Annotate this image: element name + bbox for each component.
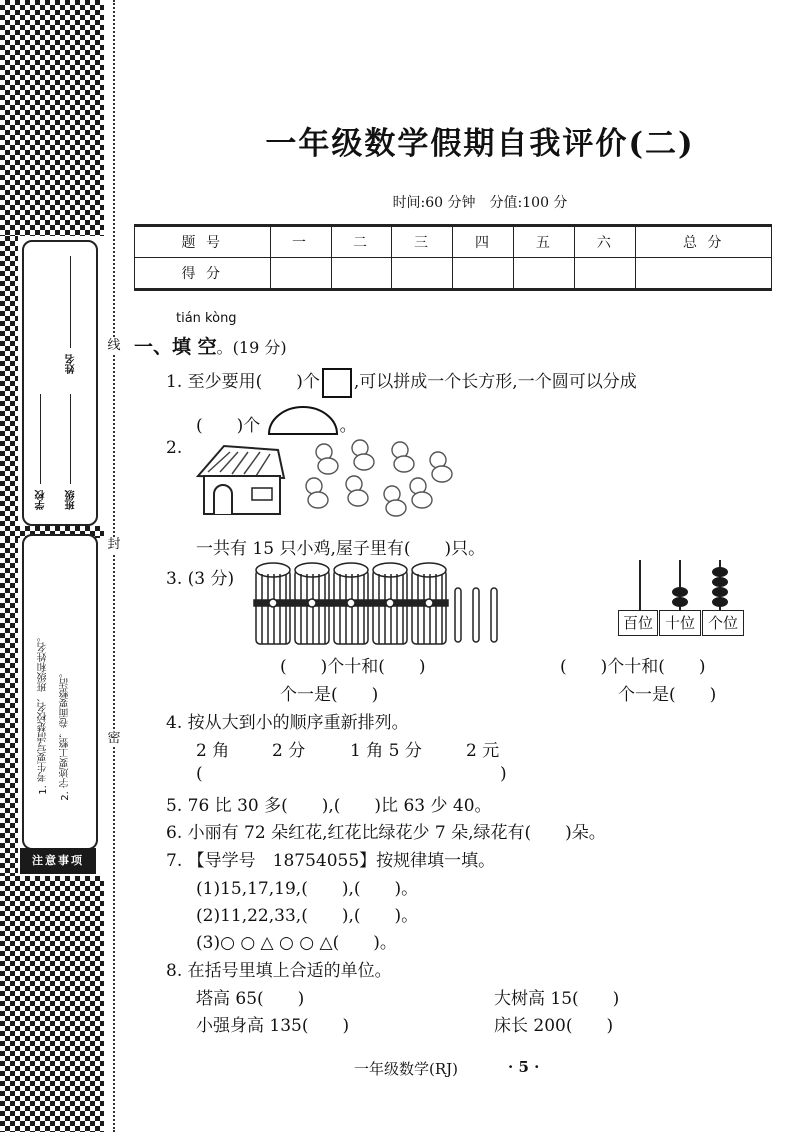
notice-item-1: 1. 考生要写清楚校名、班级和姓名。 — [38, 632, 49, 795]
q1-line-2 — [196, 404, 357, 436]
q4-item: 2 角 — [196, 741, 230, 761]
score-header-cell: 四 — [453, 226, 514, 258]
score-input-cell[interactable] — [453, 258, 514, 290]
section-heading — [134, 332, 287, 359]
q1-number: 1. — [166, 372, 183, 392]
q3-left-line-1: ( )个十和( ) — [280, 657, 426, 677]
q1-text-b: ,可以拼成一个长方形,一个圆可以分成 — [353, 372, 637, 392]
section-title: 填 空 — [172, 336, 217, 358]
q7-number: 7. — [166, 851, 183, 871]
class-line — [70, 394, 71, 484]
q8-text: 在括号里填上合适的单位。 — [187, 961, 392, 981]
binding-mark-secret: 密 — [107, 731, 121, 746]
q8-item-c: 小强身高 135( ) — [196, 1016, 350, 1036]
square-icon — [322, 368, 352, 398]
q8-line — [166, 956, 392, 981]
house-icon — [190, 442, 286, 518]
q4-line-1 — [166, 708, 409, 733]
q4-text: 按从大到小的顺序重新排列。 — [187, 713, 409, 733]
q6-text: 小丽有 72 朵红花,红花比绿花少 7 朵,绿花有( )朵。 — [187, 823, 606, 843]
q7-text: 【导学号 18754055】按规律填一填。 — [187, 851, 496, 871]
binding-mark-line: 线 — [107, 338, 121, 353]
student-info-panel — [22, 240, 98, 526]
notice-panel — [22, 534, 98, 850]
score-header-cell: 题 号 — [135, 226, 271, 258]
q2-number: 2. — [166, 438, 183, 458]
score-table-header-row — [135, 226, 772, 258]
q5-number: 5. — [166, 796, 183, 816]
q1-text-c: ( )个 — [196, 416, 261, 436]
score-header-cell: 六 — [575, 226, 636, 258]
score-header-cell: 五 — [514, 226, 575, 258]
q7-sub-3: (3)○ ○ △ ○ ○ △( )。 — [196, 933, 397, 953]
page-title: 一年级数学假期自我评价(二) — [265, 126, 695, 162]
q7-line — [166, 846, 495, 871]
class-label: 班级 — [66, 490, 77, 510]
semicircle-icon — [266, 404, 340, 436]
q4-answer-close: ) — [500, 764, 507, 784]
checker-border-gap — [0, 236, 18, 526]
footer-page-number: · 5 · — [508, 1058, 540, 1076]
q8-item-a: 塔高 65( ) — [196, 989, 305, 1009]
q3-right-line-1: ( )个十和( ) — [560, 657, 706, 677]
exam-time-score: 时间:60 分钟 分值:100 分 — [392, 195, 568, 211]
notice-item-2: 2. 字迹要工整，卷面要整洁。 — [60, 668, 71, 801]
q7-sub-2: (2)11,22,33,( ),( )。 — [196, 906, 419, 926]
q1-line-1 — [166, 367, 637, 398]
q7-sub-1: (1)15,17,19,( ),( )。 — [196, 879, 419, 899]
score-input-cell[interactable] — [392, 258, 453, 290]
score-header-cell: 总 分 — [636, 226, 772, 258]
score-input-cell[interactable] — [575, 258, 636, 290]
q3-header — [166, 564, 234, 589]
section-number: 一、 — [134, 336, 173, 358]
score-header-cell: 一 — [270, 226, 331, 258]
name-line — [70, 256, 71, 348]
score-row-label: 得 分 — [135, 258, 271, 290]
school-label: 学校 — [36, 490, 47, 510]
q3-number: 3. — [166, 569, 183, 589]
q3-left-line-2: 个一是( ) — [280, 685, 379, 705]
q6-line — [166, 818, 606, 843]
footer-subject: 一年级数学(RJ) — [354, 1060, 459, 1078]
q4-item: 1 角 5 分 — [350, 741, 422, 761]
checker-border-gap-2 — [0, 538, 18, 876]
abacus-label-tens: 十位 — [659, 610, 701, 636]
name-label: 姓名 — [66, 354, 77, 374]
abacus-label-ones: 个位 — [702, 610, 744, 636]
section-pinyin: tián kòng — [176, 311, 237, 326]
q8-item-b: 大树高 15( ) — [494, 989, 620, 1009]
q3-right-line-2: 个一是( ) — [618, 685, 717, 705]
q4-number: 4. — [166, 713, 183, 733]
score-table-score-row — [135, 258, 772, 290]
score-input-cell[interactable] — [636, 258, 772, 290]
checker-border-bottom — [0, 876, 104, 1132]
score-table — [134, 224, 772, 291]
section-points: 。(19 分) — [216, 338, 287, 357]
score-header-cell: 二 — [331, 226, 392, 258]
stick-bundles-icon — [252, 560, 502, 650]
abacus-label-hundreds: 百位 — [618, 610, 658, 636]
q4-item: 2 分 — [272, 741, 306, 761]
binding-line — [113, 0, 115, 1132]
q1-text-a: 至少要用( )个 — [187, 372, 320, 392]
school-line — [40, 394, 41, 484]
q2-text: 一共有 15 只小鸡,屋子里有( )只。 — [196, 539, 486, 559]
q4-item: 2 元 — [466, 741, 500, 761]
score-header-cell: 三 — [392, 226, 453, 258]
score-input-cell[interactable] — [270, 258, 331, 290]
q5-text: 76 比 30 多( ),( )比 63 少 40。 — [187, 796, 492, 816]
chicks-illustration — [304, 436, 464, 528]
q3-points: (3 分) — [187, 569, 235, 589]
q1-text-d: 。 — [339, 416, 357, 436]
binding-mark-seal: 封 — [107, 537, 121, 552]
score-input-cell[interactable] — [331, 258, 392, 290]
q4-answer-open: ( — [196, 764, 203, 784]
q8-item-d: 床长 200( ) — [494, 1016, 614, 1036]
q5-line — [166, 791, 492, 816]
score-input-cell[interactable] — [514, 258, 575, 290]
notice-title: 注意事项 — [20, 848, 96, 874]
abacus-icon — [618, 558, 744, 612]
q8-number: 8. — [166, 961, 183, 981]
q6-number: 6. — [166, 823, 183, 843]
